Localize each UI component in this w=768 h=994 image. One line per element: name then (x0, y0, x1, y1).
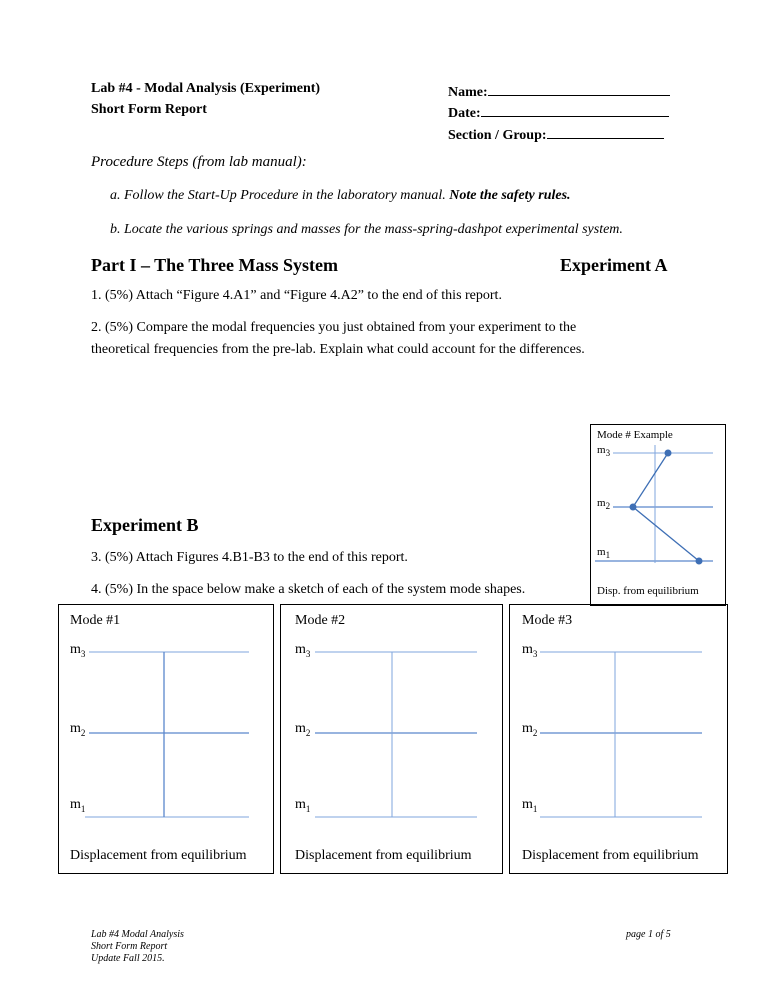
date-row (448, 102, 669, 122)
mode-3-caption: Displacement from equilibrium (522, 848, 699, 863)
mode-2-m2-label: $m_2$ (295, 721, 311, 738)
section-field[interactable] (547, 124, 664, 139)
example-m3-label: $m_3$ (597, 444, 611, 459)
experiment-b-heading: Experiment B (91, 515, 199, 535)
example-m1-dot (696, 558, 703, 565)
example-m2-dot (630, 504, 637, 511)
footer-info (91, 929, 184, 965)
question-2-line1: 2. (5%) Compare the modal frequencies you just obtained from your experiment to the (91, 320, 577, 335)
footer-line3: Update Fall 2015. (91, 953, 165, 964)
mode-1-box[interactable] (58, 604, 274, 874)
example-caption: Disp. from equilibrium (597, 585, 699, 597)
mode-3-m3-label: $m_3$ (522, 642, 538, 659)
example-m1-label: $m_1$ (597, 546, 611, 561)
example-title: Mode # Example (597, 429, 673, 441)
mode-1-m2-label: $m_2$ (70, 721, 86, 738)
mode-2-m1-label: $m_1$ (295, 797, 311, 814)
part1-heading: Part I – The Three Mass System (91, 255, 338, 275)
mode-3-m1-label: $m_1$ (522, 797, 538, 814)
example-mode-diagram (591, 425, 725, 605)
mode-2-diagram (281, 605, 502, 873)
footer-line2: Short Form Report (91, 941, 168, 952)
question-2-line2: theoretical frequencies from the pre-lab. Explain what could account for the differences. (91, 342, 585, 357)
mode-2-m3-label: $m_3$ (295, 642, 311, 659)
date-field[interactable] (481, 102, 669, 117)
name-row (448, 81, 670, 101)
procedure-step-b: b. Locate the various springs and masses for the mass-spring-dashpot experimental system. (110, 222, 623, 237)
mode-1-diagram (59, 605, 273, 873)
page-number: page 1 of 5 (626, 929, 671, 940)
procedure-heading: Procedure Steps (from lab manual): (91, 154, 307, 170)
footer-line1: Lab #4 Modal Analysis (91, 929, 184, 940)
mode-1-m1-label: $m_1$ (70, 797, 86, 814)
mode-3-box[interactable] (509, 604, 728, 874)
mode-example-box (590, 424, 726, 606)
date-label: Date: (448, 106, 481, 121)
name-field[interactable] (488, 81, 670, 96)
section-label: Section / Group: (448, 128, 547, 143)
example-m2-label: $m_2$ (597, 497, 611, 512)
question-1: 1. (5%) Attach “Figure 4.A1” and “Figure 4.A2” to the end of this report. (91, 288, 502, 303)
mode-2-caption: Displacement from equilibrium (295, 848, 472, 863)
question-4: 4. (5%) In the space below make a sketch of each of the system mode shapes. (91, 582, 526, 597)
report-type: Short Form Report (91, 102, 207, 117)
mode-3-m2-label: $m_2$ (522, 721, 538, 738)
example-m3-dot (665, 450, 672, 457)
step-a-safety: Note the safety rules. (449, 188, 571, 203)
mode-1-title: Mode #1 (70, 613, 121, 628)
step-a-text: a. Follow the Start-Up Procedure in the laboratory manual. (110, 188, 450, 203)
mode-2-box[interactable] (280, 604, 503, 874)
name-label: Name: (448, 85, 488, 100)
experiment-a-heading: Experiment A (560, 255, 668, 275)
procedure-step-a (110, 188, 571, 204)
mode-1-m3-label: $m_3$ (70, 642, 86, 659)
mode-1-caption: Displacement from equilibrium (70, 848, 247, 863)
mode-2-title: Mode #2 (295, 613, 346, 628)
mode-3-title: Mode #3 (522, 613, 573, 628)
mode-3-diagram (510, 605, 727, 873)
section-row (448, 124, 664, 144)
question-3: 3. (5%) Attach Figures 4.B1-B3 to the end of this report. (91, 550, 408, 565)
lab-title: Lab #4 - Modal Analysis (Experiment) (91, 81, 321, 96)
